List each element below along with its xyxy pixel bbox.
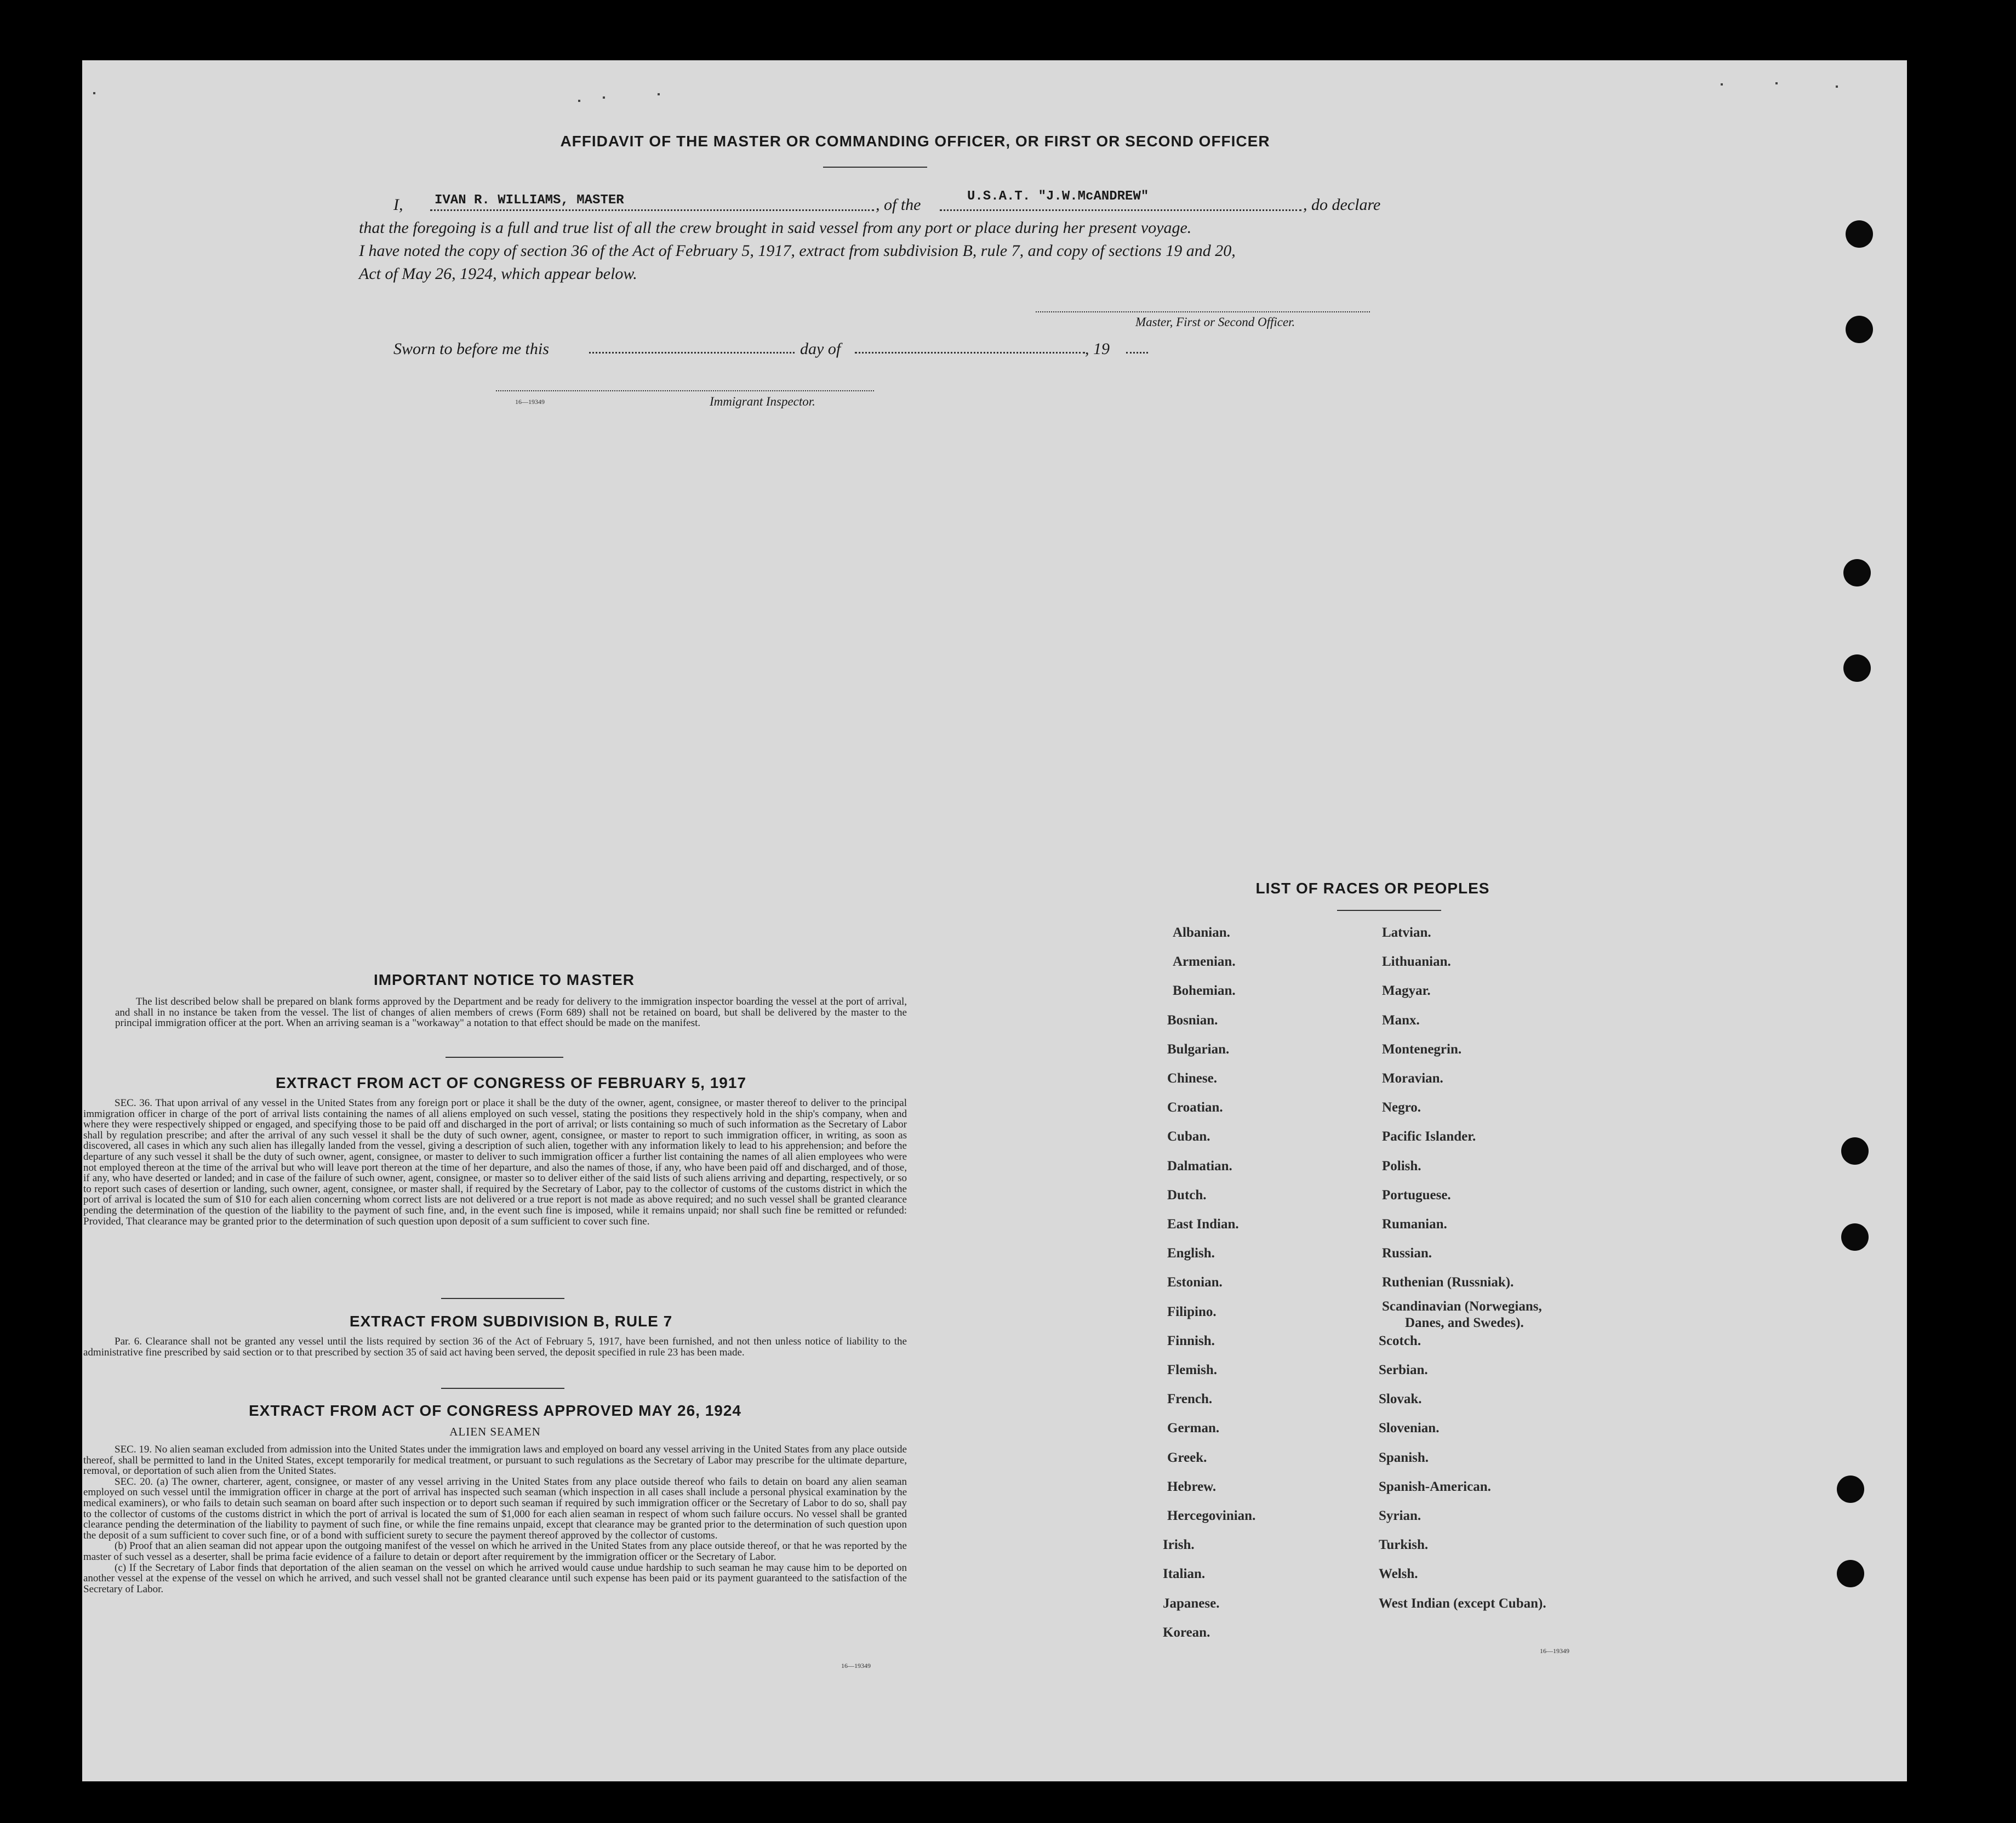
section-20b-text: (b) Proof that an alien seaman did not appear upon the outgoing manifest of the vessel on which he arrived in the United States from any place outside thereof, or that he was reported by the master of such vessel as a deserter, shall be prima facie evidence of a failure to detain or deport after requirement by the immigration officer or the Secretary of Labor.	[83, 1540, 907, 1563]
race-item: Scotch.	[1379, 1333, 1421, 1348]
races-title: LIST OF RACES OR PEOPLES	[1255, 880, 1490, 897]
speck	[93, 92, 95, 94]
race-item: Russian.	[1382, 1246, 1432, 1261]
race-item: West Indian (except Cuban).	[1379, 1596, 1546, 1611]
race-item: Italian.	[1163, 1566, 1206, 1582]
speck	[1721, 83, 1723, 86]
section-20c-text: (c) If the Secretary of Labor finds that deportation of the alien seaman on the vessel on which he arrived would cause undue hardship to such seaman he may cause him to be deported on another vessel at the expense of the vessel on which he arrived, and such vessel shall not be granted clearance until such expense has been paid or its payment guaranteed to the satisfaction of the Secretary of Labor.	[83, 1562, 907, 1595]
year-text: , 19	[1085, 340, 1110, 358]
speck	[603, 96, 605, 99]
race-item: Flemish.	[1167, 1363, 1217, 1377]
race-item: Ruthenian (Russniak).	[1382, 1275, 1514, 1290]
race-item: Dalmatian.	[1167, 1158, 1232, 1173]
race-item: Montenegrin.	[1382, 1041, 1462, 1057]
race-item: Serbian.	[1379, 1363, 1428, 1377]
extract-1924-subtitle: ALIEN SEAMEN	[449, 1425, 541, 1438]
sworn-year-line	[1126, 352, 1148, 354]
form-number: 16—19349	[841, 1662, 871, 1670]
declaration-i: I,	[393, 196, 403, 214]
master-name: IVAN R. WILLIAMS, MASTER	[435, 193, 624, 208]
divider	[1337, 910, 1441, 911]
race-item: Portuguese.	[1382, 1187, 1451, 1203]
race-item: Slovak.	[1379, 1392, 1422, 1407]
sworn-day-line	[589, 352, 795, 354]
declaration-line-2: that the foregoing is a full and true list of all the crew brought in said vessel from any port or place during her present voyage.	[359, 219, 1192, 237]
race-item: Moravian.	[1382, 1071, 1443, 1086]
race-item: Danes, and Swedes).	[1405, 1315, 1524, 1330]
race-item: Hercegovinian.	[1167, 1508, 1256, 1523]
race-item: Irish.	[1163, 1537, 1195, 1553]
race-item: East Indian.	[1167, 1217, 1239, 1232]
punch-hole	[1841, 1223, 1869, 1251]
do-declare-text: , do declare	[1303, 196, 1381, 214]
speck	[1775, 82, 1778, 84]
race-item: Negro.	[1382, 1100, 1421, 1115]
race-item: Estonian.	[1167, 1275, 1223, 1290]
form-number: 16—19349	[1540, 1647, 1569, 1655]
signature-caption: Master, First or Second Officer.	[1135, 315, 1295, 329]
race-item: Scandinavian (Norwegians,	[1382, 1298, 1542, 1314]
of-the-text: , of the	[876, 196, 921, 214]
race-item: French.	[1167, 1392, 1213, 1407]
extract-1924-title: EXTRACT FROM ACT OF CONGRESS APPROVED MAY 26, 1924	[249, 1402, 741, 1419]
declaration-line-3: I have noted the copy of section 36 of the Act of February 5, 1917, extract from subdivision B, rule 7, and copy of sections 19 and 20,	[359, 242, 1236, 260]
punch-hole	[1846, 316, 1873, 343]
race-item: Slovenian.	[1379, 1421, 1440, 1436]
race-item: Welsh.	[1379, 1566, 1418, 1582]
notice-title: IMPORTANT NOTICE TO MASTER	[373, 971, 635, 988]
extract-1917-title: EXTRACT FROM ACT OF CONGRESS OF FEBRUARY 5, 1917	[275, 1074, 747, 1091]
section-19-text: SEC. 19. No alien seaman excluded from admission into the United States under the immigration laws and employed on board any vessel arriving in the United States from any place outside thereof, shall be permitted to land in the United States, except temporarily for medical treatment, or pursuant to such regulations as the Secretary of Labor may prescribe for the ultimate departure, removal, or deportation of such alien from the United States.	[83, 1444, 907, 1477]
race-item: Turkish.	[1379, 1537, 1429, 1553]
divider	[446, 1057, 563, 1058]
race-item: Spanish.	[1379, 1450, 1429, 1465]
race-item: Lithuanian.	[1382, 954, 1451, 970]
race-item: Albanian.	[1173, 925, 1230, 940]
race-item: Manx.	[1382, 1012, 1420, 1028]
punch-hole	[1841, 1137, 1869, 1165]
speck	[1836, 86, 1838, 88]
divider	[441, 1388, 564, 1389]
race-item: English.	[1167, 1246, 1215, 1261]
race-item: Syrian.	[1379, 1508, 1421, 1523]
affidavit-title: AFFIDAVIT OF THE MASTER OR COMMANDING OFFICER, OR FIRST OR SECOND OFFICER	[560, 133, 1270, 150]
extract-1917-text: SEC. 36. That upon arrival of any vessel in the United States from any foreign port or place it shall be the duty of the owner, agent, consignee, or master thereof to deliver to the principal immigration officer in charge of the port of arrival lists containing the names of all aliens employed on such vessel, stating the positions they respectively hold in the ship's company, when and where they were respectively shipped or engaged, and specifying those to be paid off and discharged in the port of arrival; or lists containing so much of such information as the Secretary of Labor shall by regulation prescribe; and after the arrival of any such vessel it shall be the duty of such owner, agent, consignee, or master to report to such immigration officer, in writing, as soon as discovered, all cases in which any such alien has illegally landed from the vessel, giving a description of such alien, together with any information likely to lead to his apprehension; and before the departure of any such vessel it shall be the duty of such owner, agent, consignee, or master to deliver to such immigration officer a further list containing the names of all alien employees who were not employed thereon at the time of the arrival but who will leave port thereon at the time of her departure, and also the names of those, if any, who have been paid off and discharged, and of those, if any, who have deserted or landed; and in case of the failure of such owner, agent, consignee, or master so to deliver either of the said lists of such aliens arriving and departing, respectively, or so to report such cases of desertion or landing, such owner, agent, consignee, or master shall, if required by the Secretary of Labor, pay to the collector of customs of the customs district in which the port of arrival is located the sum of $10 for each alien concerning whom correct lists are not delivered or a true report is not made as above required; and no such vessel shall be granted clearance pending the determination of the question of the liability to the payment of such fine, and, in the event such fine is imposed, while it remains unpaid; nor shall such fine be remitted or refunded: Provided, That clearance may be granted prior to the determination of such question upon deposit of a sum sufficient to cover such fine.	[83, 1097, 907, 1227]
race-item: Pacific Islander.	[1382, 1129, 1476, 1144]
race-item: Magyar.	[1382, 983, 1431, 999]
sworn-text: Sworn to before me this	[393, 340, 549, 358]
race-item: Greek.	[1167, 1450, 1207, 1465]
race-item: Armenian.	[1173, 954, 1236, 970]
sworn-month-line	[855, 352, 1085, 354]
punch-hole	[1843, 654, 1871, 682]
race-item: Korean.	[1163, 1625, 1210, 1640]
inspector-signature-line	[496, 390, 874, 391]
race-item: Japanese.	[1163, 1596, 1220, 1611]
speck	[578, 100, 580, 102]
punch-hole	[1837, 1560, 1864, 1587]
speck	[658, 93, 660, 95]
race-item: Filipino.	[1167, 1304, 1217, 1319]
inspector-caption: Immigrant Inspector.	[710, 395, 815, 408]
notice-text: The list described below shall be prepared on blank forms approved by the Department and be ready for delivery to the immigration inspector boarding the vessel at the port of arrival, and shall in no instance be taken from the vessel. The list of changes of alien members of crews (Form 689) shall not be retained on board, but shall be delivered by the master to the principal immigration officer at the port. When an arriving seaman is a "workaway" a notation to that effect should be made on the manifest.	[115, 996, 907, 1029]
name-field-line	[430, 209, 874, 211]
section-20a-text: SEC. 20. (a) The owner, charterer, agent, consignee, or master of any vessel arriving in the United States from any place outside thereof who fails to detain on board any alien seaman employed on such vessel until the immigration officer in charge at the port of arrival has inspected such seaman (which inspection in all cases shall include a personal physical examination by the medical examiners), or who fails to detain such seaman on board after such inspection or to deport such seaman if required by such immigration officer or the Secretary of Labor to do so, shall pay to the collector of customs of the customs district in which the port of arrival is located the sum of $1,000 for each alien seaman in respect of whom such failure occurs. No vessel shall be granted clearance pending the determination of the liability to payment of such fine, or while the fine remains unpaid, except that clearance may be granted prior to the determination of such question upon the deposit of a sum sufficient to cover such fine, or of a bond with sufficient surety to secure the payment thereof approved by the collector of customs.	[83, 1476, 907, 1541]
punch-hole	[1846, 220, 1873, 248]
extract-rule7-text: Par. 6. Clearance shall not be granted any vessel until the lists required by section 36 of the Act of February 5, 1917, have been furnished, and not then unless notice of liability to the administrative fine prescribed by said section or to that prescribed by section 35 of said act having been served, the deposit specified in rule 23 has been made.	[83, 1336, 907, 1358]
race-item: Polish.	[1382, 1158, 1421, 1173]
extract-rule7-title: EXTRACT FROM SUBDIVISION B, RULE 7	[349, 1313, 673, 1330]
punch-hole	[1843, 559, 1871, 586]
divider	[823, 167, 927, 168]
vessel-name: U.S.A.T. "J.W.McANDREW"	[967, 189, 1149, 204]
race-item: Bulgarian.	[1167, 1041, 1230, 1057]
race-item: Bohemian.	[1173, 983, 1236, 999]
race-item: Finnish.	[1167, 1333, 1215, 1348]
race-item: Bosnian.	[1167, 1012, 1218, 1028]
extract-1924-body	[83, 1444, 907, 1594]
race-item: Chinese.	[1167, 1071, 1217, 1086]
vessel-field-line	[940, 209, 1301, 211]
race-item: Hebrew.	[1167, 1479, 1217, 1494]
day-of-text: day of	[800, 340, 841, 358]
race-item: Dutch.	[1167, 1187, 1207, 1203]
divider	[441, 1298, 564, 1299]
race-item: Rumanian.	[1382, 1217, 1447, 1232]
form-number: 16—19349	[515, 398, 545, 406]
race-item: Croatian.	[1167, 1100, 1223, 1115]
declaration-line-4: Act of May 26, 1924, which appear below.	[359, 265, 637, 283]
race-item: German.	[1167, 1421, 1220, 1436]
race-item: Cuban.	[1167, 1129, 1210, 1144]
race-item: Spanish-American.	[1379, 1479, 1491, 1494]
race-item: Latvian.	[1382, 925, 1431, 940]
punch-hole	[1837, 1476, 1864, 1503]
signature-line	[1036, 311, 1370, 312]
